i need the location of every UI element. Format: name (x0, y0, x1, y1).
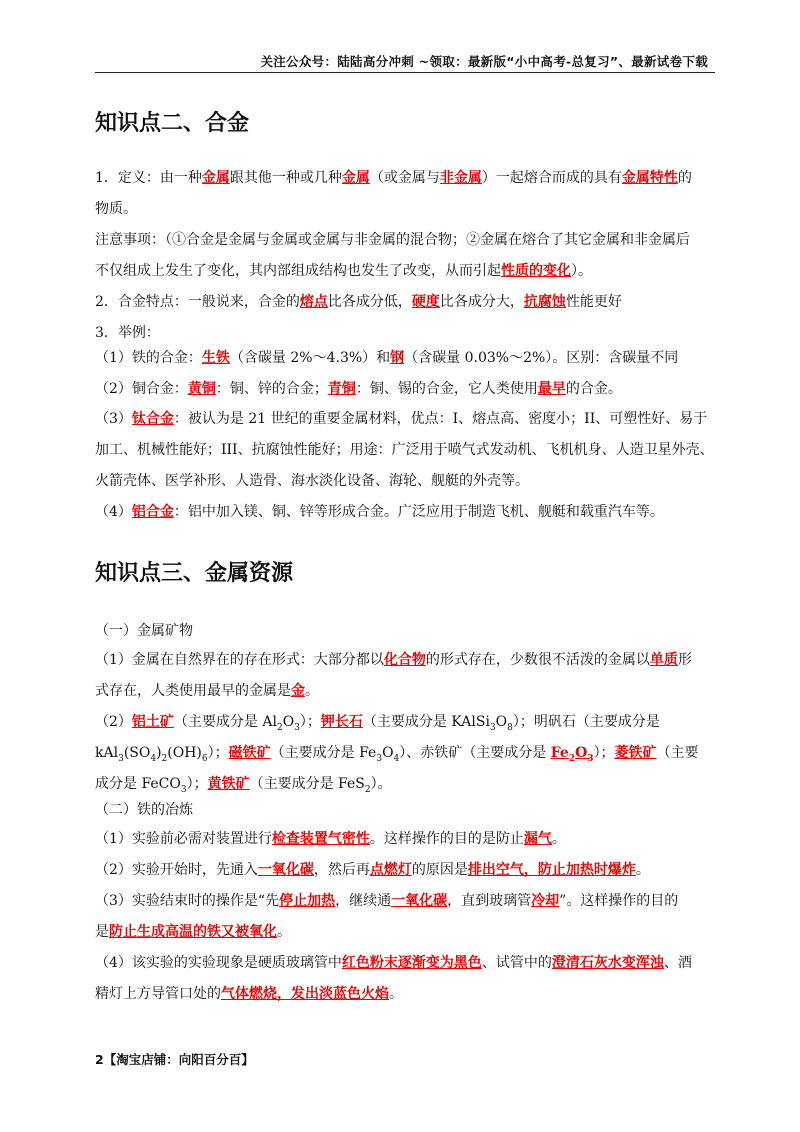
mineral-form: （1）金属在自然界在的存在形式：大部分都以化合物的形式存在，少数很不活泼的金属以单质形 (95, 652, 692, 668)
section-title-resources: 知识点三、金属资源 (95, 561, 294, 586)
alloy-example-titanium: （3）钛合金：被认为是 21 世纪的重要金属材料，优点：I、熔点高、密度小；II、可塑性好、易于 (95, 411, 708, 427)
smelting-step-4: （4）该实验的实验现象是硬质玻璃管中红色粉末逐渐变为黑色、试管中的澄清石灰水变浑浊、酒 (95, 955, 692, 971)
page-header: 关注公众号：陆陆高分冲刺 ~领取：最新版“小中高考-总复习”、最新试卷下载 (260, 54, 708, 69)
smelting-step-3-cont: 是防止生成高温的铁又被氧化。 (95, 924, 291, 940)
mineral-list: （2）铝土矿（主要成分是 $Al_2O_3$）；钾长石（主要成分是 $KAlSi_3O_8$）；明矾石（主要成分是 (95, 714, 660, 733)
section-title-alloy: 知识点二、合金 (95, 111, 250, 136)
header-divider (95, 72, 715, 73)
alloy-examples-title: 3．举例： (95, 325, 160, 341)
subheading-smelting: （二）铁的冶炼 (95, 802, 193, 818)
smelting-step-2: （2）实验开始时，先通入一氧化碳，然后再点燃灯的原因是排出空气，防止加热时爆炸。 (95, 862, 650, 878)
smelting-step-4-cont: 精灯上方导管口处的气体燃烧，发出淡蓝色火焰。 (95, 986, 403, 1002)
alloy-example-titanium-cont: 加工、机械性能好；III、抗腐蚀性能好；用途：广泛用于喷气式发动机、飞机机身、人造卫星外壳、 (95, 442, 714, 458)
alloy-example-aluminum: （4）铝合金：铝中加入镁、铜、锌等形成合金。广泛应用于制造飞机、舰艇和载重汽车等。 (95, 504, 664, 520)
subheading-minerals: （一）金属矿物 (95, 623, 193, 639)
alloy-features: 2．合金特点：一般说来，合金的熔点比各成分低，硬度比各成分大，抗腐蚀性能更好 (95, 294, 622, 310)
alloy-note: 注意事项：（①合金是金属与金属或金属与非金属的混合物；②金属在熔合了其它金属和非金属后 (95, 232, 690, 248)
alloy-definition: 1．定义：由一种金属跟其他一种或几种金属（或金属与非金属）一起熔合而成的具有金属特性的 (95, 170, 692, 186)
alloy-note-cont: 不仅组成上发生了变化，其内部组成结构也发生了改变，从而引起性质的变化）。 (95, 263, 592, 279)
alloy-definition-cont: 物质。 (95, 201, 137, 217)
alloy-example-copper: （2）铜合金：黄铜：铜、锌的合金；青铜：铜、锡的合金，它人类使用最早的合金。 (95, 381, 622, 397)
smelting-step-1: （1）实验前必需对装置进行检查装置气密性。这样操作的目的是防止漏气。 (95, 831, 566, 847)
alloy-example-iron: （1）铁的合金：生铁（含碳量 2%～4.3%）和钢（含碳量 0.03%～2%）。区别：含碳量不同 (95, 350, 679, 366)
mineral-form-cont: 式存在，人类使用最早的金属是金。 (95, 683, 319, 699)
smelting-step-3: （3）实验结束时的操作是“先停止加热，继续通一氧化碳，直到玻璃管冷却”。这样操作的目的 (95, 893, 679, 909)
page-footer: 2【淘宝店铺：向阳百分百】 (95, 1052, 254, 1067)
mineral-list-cont2: 成分是 FeCO$_3$）；黄铁矿（主要成分是 FeS$_2$）。 (95, 776, 392, 795)
alloy-example-titanium-cont2: 火箭壳体、医学补形、人造骨、海水淡化设备、海轮、舰艇的外壳等。 (95, 473, 529, 489)
mineral-list-cont: $kAl_3(SO_4)_2(OH)_6$）；磁铁矿（主要成分是 $Fe_3O_4$）、赤铁矿（主要成分是 $Fe_2O_3$）；菱铁矿（主要 (95, 745, 699, 764)
